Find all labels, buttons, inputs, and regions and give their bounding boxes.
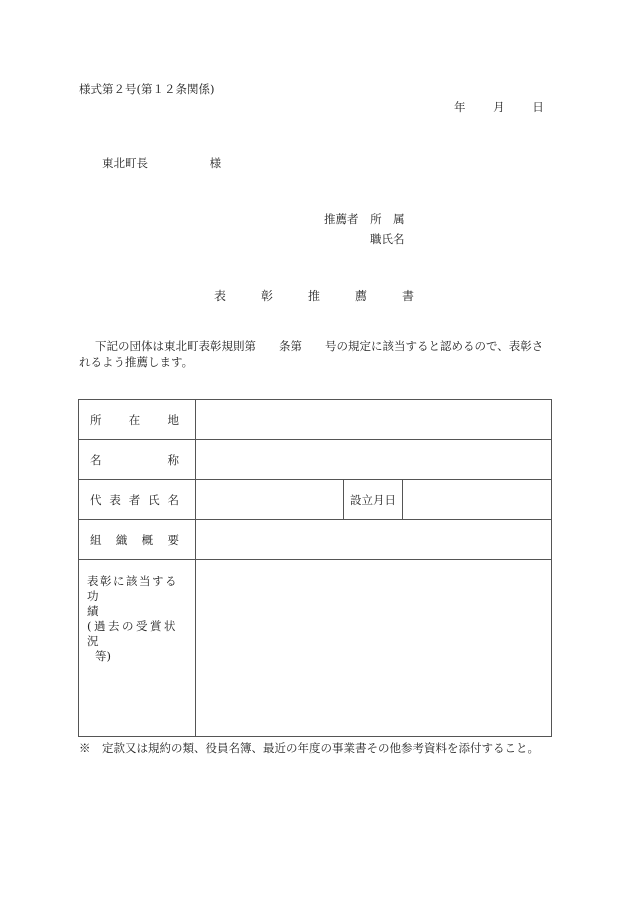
achievements-field[interactable] <box>196 560 552 737</box>
table-row-achievements <box>79 560 552 737</box>
date-day-label: 日 <box>532 100 544 114</box>
established-date-label: 設立月日 <box>344 480 403 520</box>
addressee-honorific: 様 <box>209 156 222 170</box>
location-field[interactable] <box>196 400 552 440</box>
recommender-label: 推薦者 <box>324 212 359 226</box>
name-label: 名 称 <box>79 440 196 480</box>
affiliation-label: 所 属 <box>370 212 405 226</box>
date-year-label: 年 <box>454 100 466 114</box>
achievements-label: 表彰に該当する功 績 (過去の受賞状況 等) <box>79 560 196 737</box>
attachment-note: ※ 定款又は規約の類、役員名簿、最近の年度の事業書その他参考資料を添付すること。 <box>79 741 539 755</box>
addressee <box>102 155 221 171</box>
table-row-representative <box>79 480 552 520</box>
table-row-name <box>79 440 552 480</box>
representative-field[interactable] <box>196 480 344 520</box>
representative-label: 代 表 者 氏 名 <box>79 480 196 520</box>
addressee-name: 東北町長 <box>102 156 148 170</box>
table-row-location <box>79 400 552 440</box>
recommender-block <box>324 211 405 227</box>
name-field[interactable] <box>196 440 552 480</box>
established-date-field[interactable] <box>403 480 552 520</box>
date-line <box>454 99 544 115</box>
title-name-label: 職氏名 <box>370 232 405 246</box>
form-number: 様式第２号(第１２条関係) <box>79 82 215 96</box>
body-text-line1: 下記の団体は東北町表彰規則第 条第 号の規定に該当すると認めるので、表彰さ <box>95 339 544 353</box>
location-label: 所 在 地 <box>79 400 196 440</box>
date-month-label: 月 <box>493 100 505 114</box>
body-text-line2: れるよう推薦します。 <box>79 355 194 369</box>
recommendation-table <box>78 399 552 737</box>
document-title: 表 彰 推 薦 書 <box>214 289 414 303</box>
table-row-organization <box>79 520 552 560</box>
organization-field[interactable] <box>196 520 552 560</box>
organization-label: 組 織 概 要 <box>79 520 196 560</box>
